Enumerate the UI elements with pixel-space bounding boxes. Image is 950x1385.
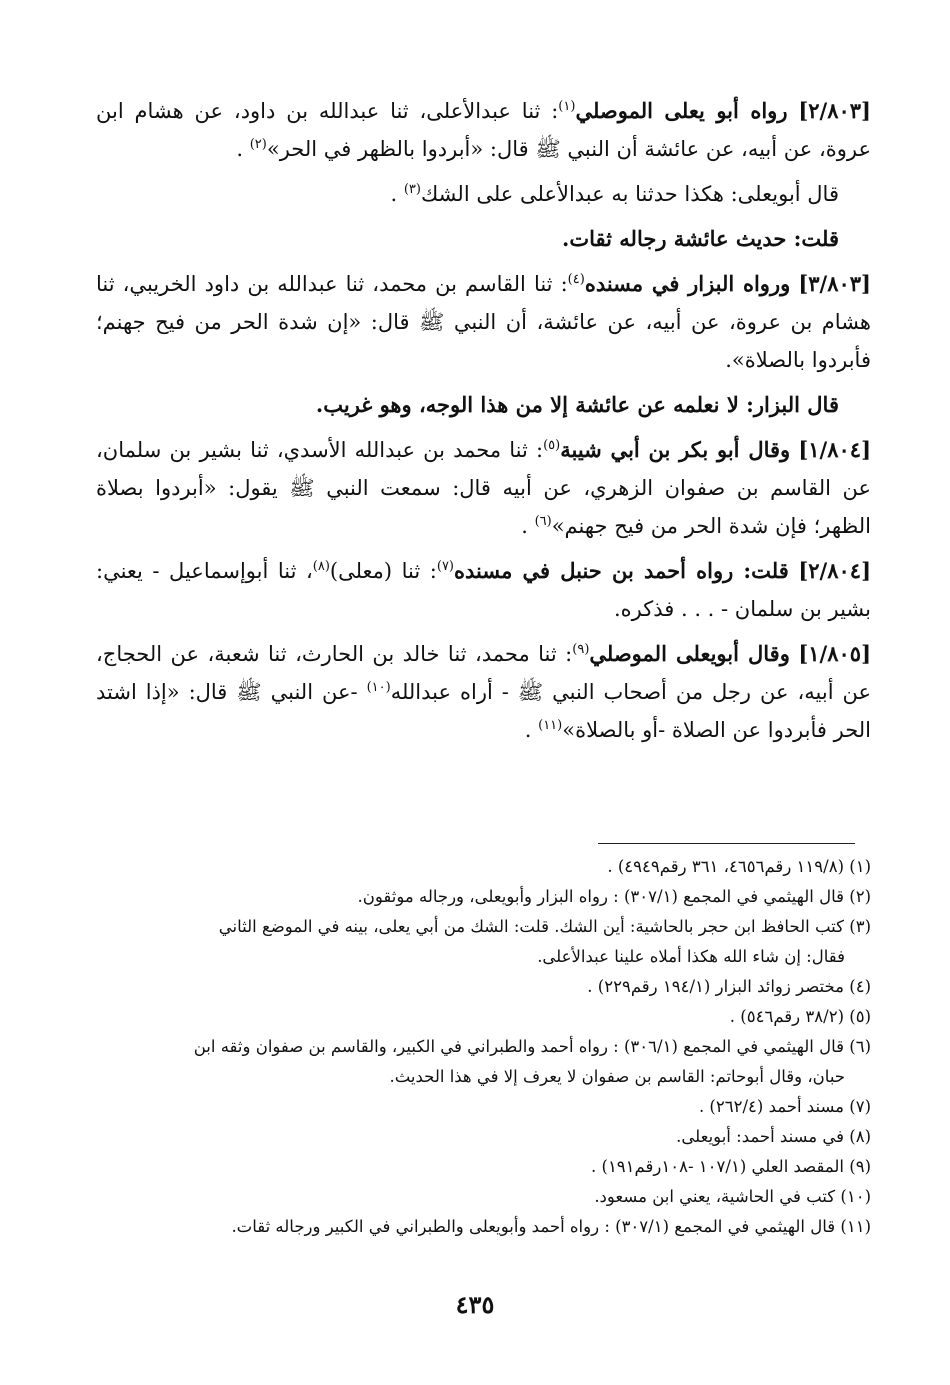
hadith-entry-805-1 — [96, 635, 871, 749]
entry-lead: ورواه البزار في مسنده — [584, 271, 791, 296]
footnote-9 — [96, 1152, 871, 1182]
entry-number: [٢/٨٠٣] — [798, 98, 871, 123]
footnote-marker[interactable]: (٨) — [312, 559, 330, 574]
footnote-text: مختصر زوائد البزار (١٩٤/١ رقم٢٢٩) . — [587, 977, 844, 996]
hadith-entry-803-3 — [96, 265, 871, 379]
footnote-6 — [96, 1032, 871, 1092]
footnote-marker[interactable]: (٥) — [543, 438, 561, 453]
entry-end: . — [236, 137, 244, 161]
footnote-10 — [96, 1182, 871, 1212]
footnote-marker[interactable]: (٣) — [403, 182, 421, 197]
main-text — [96, 92, 871, 756]
footnote-number: (١٠) — [840, 1187, 871, 1206]
footnote-text: (٣٨/٢ رقم٥٤٦) . — [729, 1007, 844, 1026]
footnote-continuation: فقال: إن شاء الله هكذا أملاه علينا عبدالأعلى. — [537, 947, 845, 966]
footnote-number: (٢) — [849, 887, 871, 906]
hadith-entry-803-2 — [96, 92, 871, 168]
footnote-number: (٩) — [849, 1157, 871, 1176]
entry-lead: رواه أبو يعلى الموصلي — [575, 98, 788, 123]
entry-text: : ثنا محمد، ثنا خالد بن الحارث، ثنا شعبة، عن الحجاج، عن أبيه، عن رجل من أصحاب النبي ﷺ - أراه عبدالله — [96, 642, 871, 704]
comment-text: قلت: حديث عائشة رجاله ثقات. — [562, 226, 839, 251]
footnote-5 — [96, 1002, 871, 1032]
footnote-text: في مسند أحمد: أبويعلى. — [676, 1127, 844, 1146]
footnote-number: (٤) — [849, 977, 871, 996]
entry-lead: وقال أبو بكر بن أبي شيبة — [560, 437, 791, 462]
entry-text: : ثنا القاسم بن محمد، ثنا عبدالله بن داود الخريبي، ثنا هشام بن عروة، عن أبيه، عن عائشة، أن النبي ﷺ قال: «إن شدة الحر من فيح جهنم؛ فأبردوا بالصلاة». — [96, 272, 871, 372]
entry-text: : ثنا محمد بن عبدالله الأسدي، ثنا بشير بن سلمان، عن القاسم بن صفوان الزهري، عن أبيه قال: سمعت النبي ﷺ يقول: «أبردوا بصلاة الظهر؛ فإن شدة الحر من فيح جهنم» — [96, 438, 871, 538]
comment-end: . — [390, 182, 398, 206]
footnotes — [96, 852, 871, 1242]
footnote-marker[interactable]: (٦) — [534, 514, 552, 529]
footnote-text: قال الهيثمي في المجمع (٣٠٦/١) : رواه أحمد والطبراني في الكبير، والقاسم بن صفوان وثقه ابن — [193, 1037, 844, 1056]
comment-text: قال أبويعلى: هكذا حدثنا به عبدالأعلى على الشك — [420, 182, 839, 206]
footnote-number: (٦) — [849, 1037, 871, 1056]
entry-text-2: ، ثنا أبوإسماعيل - يعني: بشير بن سلمان - . . . فذكره. — [96, 559, 871, 621]
footnote-marker[interactable]: (٩) — [572, 642, 590, 657]
footnote-number: (١) — [849, 857, 871, 876]
comment-bazzar — [96, 386, 871, 424]
footnote-1 — [96, 852, 871, 882]
footnote-8 — [96, 1122, 871, 1152]
footnote-text: قال الهيثمي في المجمع (٣٠٧/١) : رواه أحمد وأبويعلى والطبراني في الكبير ورجاله ثقات. — [231, 1217, 836, 1236]
footnote-text: كتب الحافظ ابن حجر بالحاشية: أين الشك. قلت: الشك من أبي يعلى، بينه في الموضع الثاني — [218, 917, 844, 936]
footnote-number: (٣) — [849, 917, 871, 936]
footnote-text: (١١٩/٨ رقم٤٦٥٦، ٣٦١ رقم٤٩٤٩) . — [607, 857, 844, 876]
footnote-11 — [96, 1212, 871, 1242]
entry-text: : ثنا (معلى) — [329, 559, 437, 583]
footnote-text: قال الهيثمي في المجمع (٣٠٧/١) : رواه البزار وأبويعلى، ورجاله موثقون. — [357, 887, 844, 906]
hadith-entry-804-1 — [96, 431, 871, 545]
comment-abu-yala — [96, 175, 871, 213]
footnote-text: كتب في الحاشية، يعني ابن مسعود. — [594, 1187, 836, 1206]
entry-end: . — [521, 514, 528, 538]
entry-text: : ثنا عبدالأعلى، ثنا عبدالله بن داود، عن هشام ابن عروة، عن أبيه، عن عائشة أن النبي ﷺ قال: «أبردوا بالظهر في الحر» — [96, 99, 871, 161]
footnote-7 — [96, 1092, 871, 1122]
hadith-entry-804-2 — [96, 552, 871, 628]
footnote-number: (٨) — [849, 1127, 871, 1146]
footnote-4 — [96, 972, 871, 1002]
footnote-marker[interactable]: (١٠) — [366, 680, 391, 695]
footnote-marker[interactable]: (٢) — [249, 137, 267, 152]
entry-number: [١/٨٠٤] — [798, 437, 871, 462]
footnote-number: (٥) — [849, 1007, 871, 1026]
footnote-marker[interactable]: (٧) — [436, 559, 454, 574]
footnote-marker[interactable]: (٤) — [567, 272, 585, 287]
footnote-text: المقصد العلي (١٠٧/١ -١٠٨رقم١٩١) . — [591, 1157, 844, 1176]
footnote-text: مسند أحمد (٢٦٢/٤) . — [698, 1097, 844, 1116]
entry-lead: وقال أبويعلى الموصلي — [589, 641, 790, 666]
footnote-divider — [598, 843, 855, 844]
entry-number: [٢/٨٠٤] — [798, 558, 871, 583]
footnote-number: (١١) — [840, 1217, 871, 1236]
footnote-number: (٧) — [849, 1097, 871, 1116]
page-number: ٤٣٥ — [455, 1290, 495, 1319]
footnote-marker[interactable]: (١) — [558, 99, 576, 114]
entry-text-2: -عن النبي ﷺ قال: «إذا اشتد الحر فأبردوا عن الصلاة -أو بالصلاة» — [96, 680, 871, 742]
entry-lead: قلت: رواه أحمد بن حنبل في مسنده — [454, 558, 789, 583]
comment-qultu-1 — [96, 220, 871, 258]
comment-text: قال البزار: لا نعلمه عن عائشة إلا من هذا الوجه، وهو غريب. — [315, 392, 839, 417]
footnote-marker[interactable]: (١١) — [538, 718, 563, 733]
entry-number: [١/٨٠٥] — [798, 641, 871, 666]
footnote-continuation: حبان، وقال أبوحاتم: القاسم بن صفوان لا يعرف إلا في هذا الحديث. — [389, 1067, 845, 1086]
footnote-3 — [96, 912, 871, 972]
entry-end: . — [524, 718, 532, 742]
entry-number: [٣/٨٠٣] — [798, 271, 871, 296]
footnote-2 — [96, 882, 871, 912]
